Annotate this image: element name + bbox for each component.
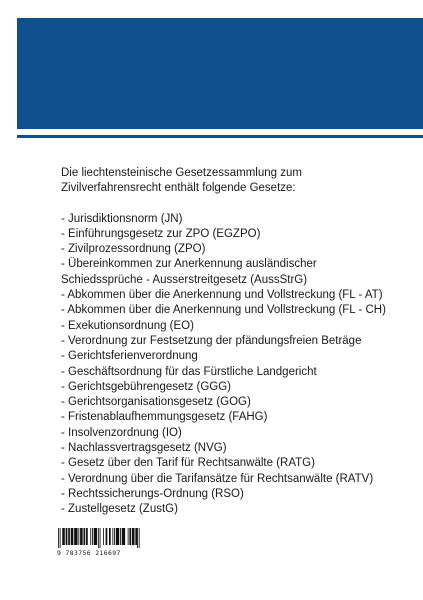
law-item: - Fristenablaufhemmungsgesetz (FAHG) xyxy=(61,411,268,424)
barcode-bar xyxy=(106,528,108,545)
law-item: - Gerichtsgebührengesetz (GGG) xyxy=(61,380,232,393)
law-item: - Abkommen über die Anerkennung und Vollstreckung (FL - AT) xyxy=(61,289,383,302)
barcode-bar xyxy=(80,528,83,545)
barcode-bar xyxy=(103,528,104,545)
barcode-bar xyxy=(62,528,65,545)
barcode-bar xyxy=(128,528,129,545)
barcode-bar xyxy=(94,528,97,545)
law-item: - Gerichtsferienverordnung xyxy=(61,350,198,363)
barcode-bar xyxy=(120,528,121,545)
barcode-number: 9 783756 216697 xyxy=(57,549,121,557)
law-item: - Geschäftsordnung für das Fürstliche Landgericht xyxy=(61,365,317,378)
law-item: - Übereinkommen zur Anerkennung ausländischer Schiedssprüche - Ausserstreitgesetz (AussStrG) xyxy=(61,258,317,286)
law-item: - Exekutionsordnung (EO) xyxy=(61,319,194,332)
law-item: - Insolvenzordnung (IO) xyxy=(61,426,182,439)
law-item: - Einführungsgesetz zur ZPO (EGZPO) xyxy=(61,227,261,240)
barcode-bar xyxy=(92,528,93,545)
barcode-bar xyxy=(58,528,59,548)
law-item: - Gesetz über den Tarif für Rechtsanwälte (RATG) xyxy=(61,457,315,470)
cover-rule xyxy=(17,135,423,138)
law-item: - Rechtssicherungs-Ordnung (RSO) xyxy=(61,487,244,500)
barcode-bar xyxy=(114,528,115,545)
barcode-bar xyxy=(139,528,140,548)
law-item: - Verordnung über die Tarifansätze für Rechtsanwälte (RATV) xyxy=(61,472,374,485)
barcode-bar xyxy=(71,528,74,545)
barcode-bar xyxy=(86,528,88,545)
barcode-bar xyxy=(78,528,79,545)
isbn-barcode xyxy=(57,528,141,557)
barcode-bar xyxy=(84,528,86,545)
law-item: - Abkommen über die Anerkennung und Vollstreckung (FL - CH) xyxy=(61,304,386,317)
barcode-bar xyxy=(100,528,101,548)
barcode-bar xyxy=(132,528,135,545)
barcode-bar xyxy=(135,528,137,545)
barcode-bar xyxy=(68,528,70,545)
barcode-bar xyxy=(98,528,99,548)
barcode-bar xyxy=(112,528,113,545)
cover-banner xyxy=(17,18,423,129)
law-item: - Zustellgesetz (ZustG) xyxy=(61,503,178,516)
barcode-bar xyxy=(66,528,68,545)
barcode-bar xyxy=(137,528,138,548)
law-item: - Jurisdiktionsnorm (JN) xyxy=(61,212,183,225)
barcode-bar xyxy=(60,528,61,548)
barcode-bar xyxy=(109,528,111,545)
barcode-bar xyxy=(116,528,119,545)
law-item: - Zivilprozessordnung (ZPO) xyxy=(61,243,206,256)
law-list xyxy=(61,212,401,518)
back-cover-text xyxy=(61,166,401,518)
barcode-bar xyxy=(129,528,131,545)
barcode-bar xyxy=(74,528,77,545)
law-item: - Nachlassvertragsgesetz (NVG) xyxy=(61,442,227,455)
law-item: - Verordnung zur Festsetzung der pfändungsfreien Beträge xyxy=(61,334,362,347)
law-item: - Gerichtsorganisationsgesetz (GOG) xyxy=(61,396,251,409)
intro-paragraph: Die liechtensteinische Gesetzessammlung zum Zivilverfahrensrecht enthält folgende Gesetze: xyxy=(61,167,302,195)
barcode-bars xyxy=(57,528,141,548)
barcode-bar xyxy=(90,528,91,545)
barcode-bar xyxy=(122,528,125,545)
